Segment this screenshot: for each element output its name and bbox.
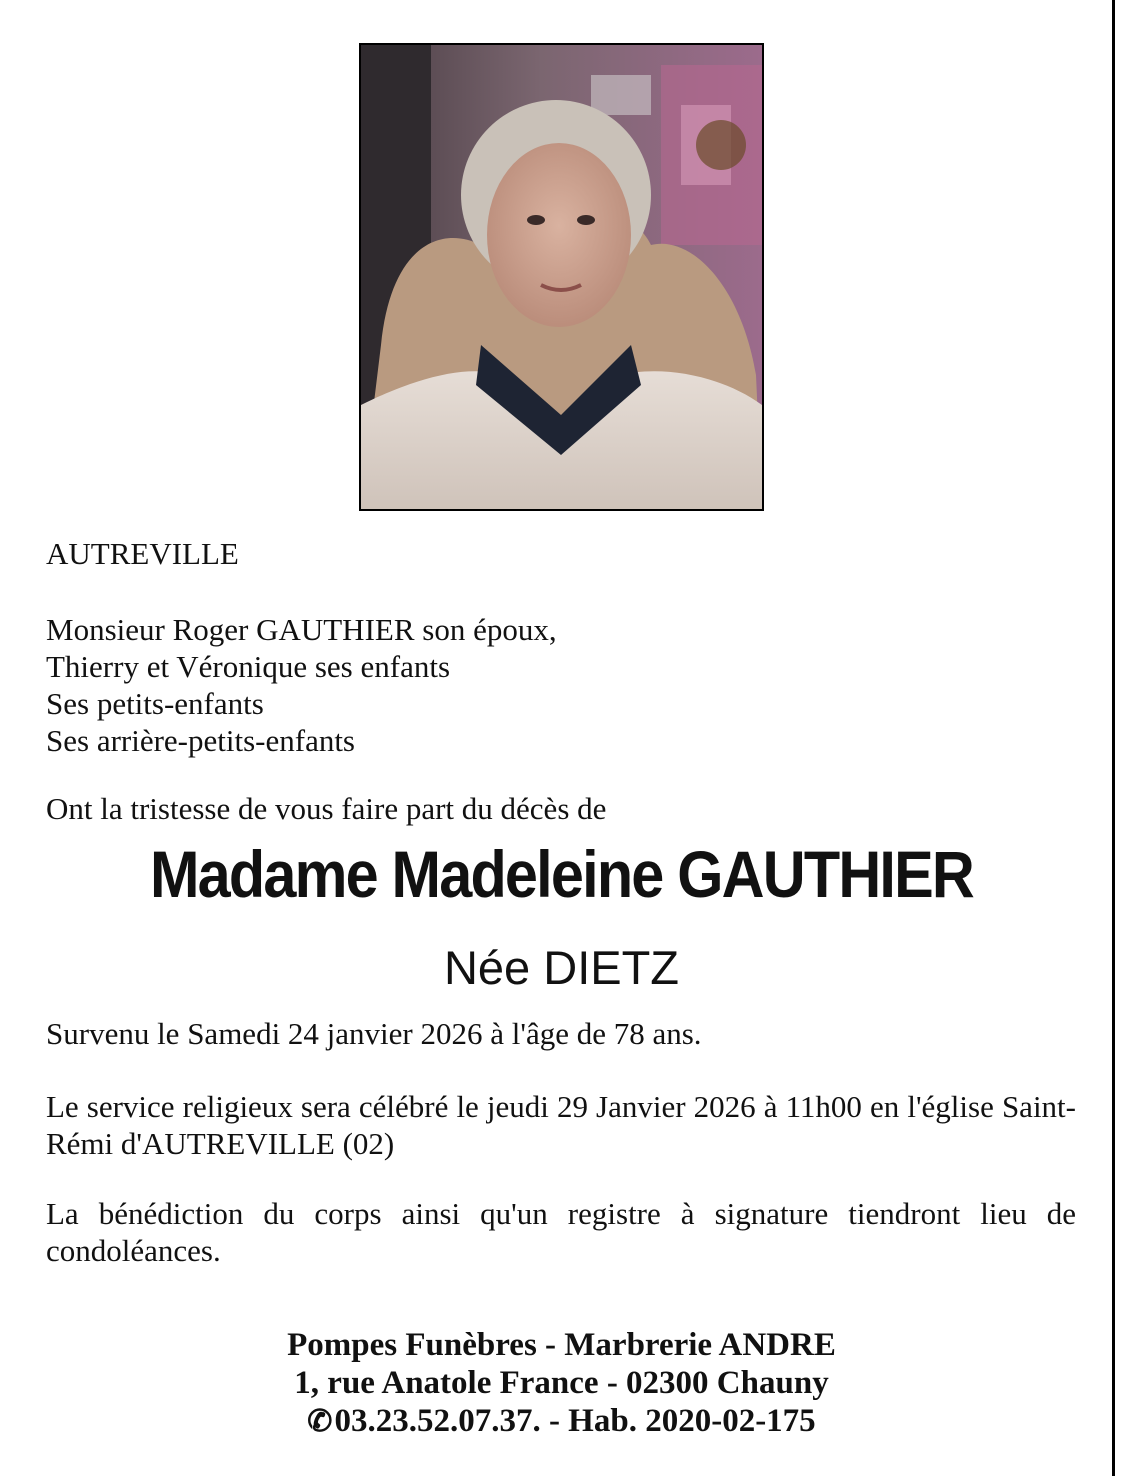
funeral-home-address: 1, rue Anatole France - 02300 Chauny — [294, 1365, 829, 1401]
funeral-home-name: Pompes Funèbres - Marbrerie ANDRE — [287, 1327, 836, 1363]
family-line: Ses arrière-petits-enfants — [46, 723, 356, 758]
phone-icon: ✆ — [307, 1405, 333, 1438]
town-name: AUTREVILLE — [46, 536, 239, 571]
death-info: Survenu le Samedi 24 janvier 2026 à l'âge de 78 ans. — [46, 1016, 702, 1051]
family-line: Thierry et Véronique ses enfants — [46, 649, 451, 684]
family-line: Ses petits-enfants — [46, 686, 264, 721]
maiden-name: Née DIETZ — [443, 941, 680, 994]
phone-line: 03.23.52.07.37. - Hab. 2020-02-175 — [334, 1403, 816, 1439]
family-line: Monsieur Roger GAUTHIER son époux, — [46, 612, 557, 647]
funeral-home-phone — [0, 1402, 1123, 1440]
funeral-home-block — [0, 1326, 1123, 1440]
deceased-name: Madame Madeleine GAUTHIER — [149, 837, 974, 911]
family-list — [46, 611, 557, 759]
service-info: Le service religieux sera célébré le jeudi 29 Janvier 2026 à 11h00 en l'église Saint-Rémi d'AUTREVILLE (02) — [46, 1089, 1076, 1161]
announcement-text: Ont la tristesse de vous faire part du décès de — [46, 791, 607, 826]
portrait-photo — [359, 43, 764, 511]
condolences-text: La bénédiction du corps ainsi qu'un registre à signature tiendront lieu de condoléances. — [46, 1196, 1076, 1268]
